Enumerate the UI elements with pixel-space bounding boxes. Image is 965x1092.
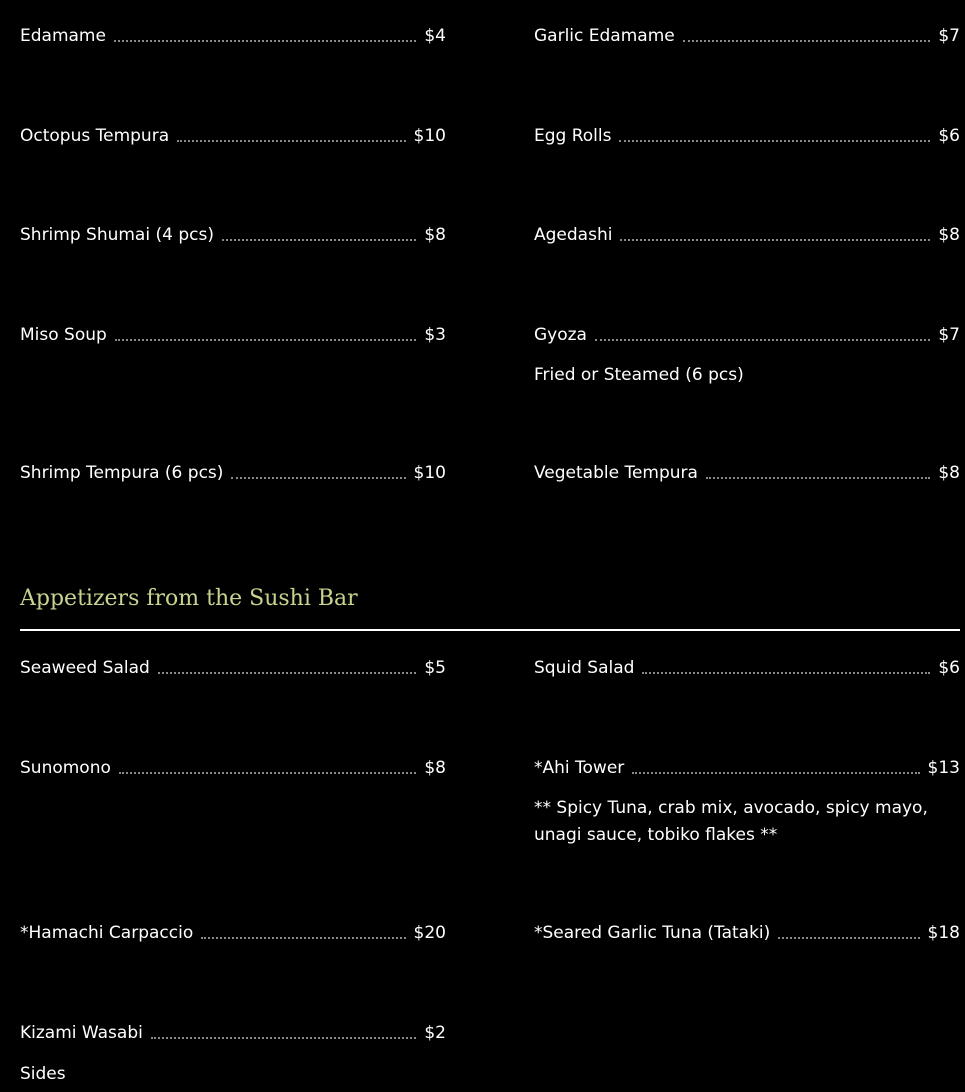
menu-item-name: Gyoza: [534, 325, 587, 345]
menu-item-name: Vegetable Tempura: [534, 463, 698, 483]
menu-item-price: $18: [927, 923, 960, 943]
dot-leader: [222, 239, 416, 241]
menu-item-price: $6: [938, 126, 960, 146]
menu-item-name: Shrimp Shumai (4 pcs): [20, 225, 214, 245]
menu-item-price: $8: [424, 758, 446, 778]
section-divider: [20, 629, 960, 631]
menu-item-name: Egg Rolls: [534, 126, 612, 146]
dot-leader: [632, 772, 919, 774]
menu-item-name: Kizami Wasabi: [20, 1023, 143, 1043]
sides-heading: Sides: [20, 1064, 66, 1084]
menu-item-miso-soup: [20, 324, 446, 346]
menu-item-shrimp-tempura: [20, 462, 446, 484]
menu-item-price: $10: [413, 463, 446, 483]
menu-item-agedashi: [534, 224, 960, 246]
menu-item-name: Seaweed Salad: [20, 658, 150, 678]
dot-leader: [177, 140, 405, 142]
menu-item-name: *Hamachi Carpaccio: [20, 923, 194, 943]
menu-item-price: $13: [927, 758, 960, 778]
menu-item-octopus-tempura: [20, 125, 446, 147]
menu-item-price: $20: [413, 923, 446, 943]
menu-item-price: $5: [424, 658, 446, 678]
menu-item-price: $8: [424, 225, 446, 245]
dot-leader: [706, 477, 930, 479]
menu-item-shrimp-shumai: [20, 224, 446, 246]
menu-item-price: $3: [424, 325, 446, 345]
dot-leader: [778, 937, 919, 939]
dot-leader: [595, 339, 930, 341]
dot-leader: [620, 239, 930, 241]
menu-item-name: *Seared Garlic Tuna (Tataki): [534, 923, 771, 943]
menu-item-name: *Ahi Tower: [534, 758, 625, 778]
menu-item-price: $6: [938, 658, 960, 678]
menu-item-seared-garlic-tuna: [534, 922, 960, 944]
dot-leader: [201, 937, 405, 939]
menu-item-name: Garlic Edamame: [534, 26, 675, 46]
menu-item-price: $8: [938, 225, 960, 245]
dot-leader: [114, 40, 416, 42]
dot-leader: [683, 40, 931, 42]
menu-item-hamachi-carpaccio: [20, 922, 446, 944]
menu-item-price: $10: [413, 126, 446, 146]
menu-item-description: Fried or Steamed (6 pcs): [534, 365, 744, 385]
menu-item-description: ** Spicy Tuna, crab mix, avocado, spicy mayo, unagi sauce, tobiko flakes **: [534, 798, 928, 845]
menu-item-edamame: [20, 25, 446, 47]
menu-item-name: Miso Soup: [20, 325, 107, 345]
menu-item-price: $7: [938, 26, 960, 46]
menu-item-name: Octopus Tempura: [20, 126, 170, 146]
dot-leader: [151, 1037, 417, 1039]
menu-item-kizami-wasabi: [20, 1022, 446, 1044]
menu-item-seaweed-salad: [20, 657, 446, 679]
dot-leader: [231, 477, 405, 479]
menu-item-price: $8: [938, 463, 960, 483]
dot-leader: [158, 672, 417, 674]
menu-item-name: Shrimp Tempura (6 pcs): [20, 463, 224, 483]
menu-item-egg-rolls: [534, 125, 960, 147]
dot-leader: [619, 140, 930, 142]
section-title: Appetizers from the Sushi Bar: [20, 586, 358, 611]
dot-leader: [119, 772, 416, 774]
menu-item-squid-salad: [534, 657, 960, 679]
menu-item-vegetable-tempura: [534, 462, 960, 484]
menu-item-price: $2: [424, 1023, 446, 1043]
menu-item-ahi-tower: [534, 757, 960, 845]
dot-leader: [642, 672, 930, 674]
menu-item-name: Sunomono: [20, 758, 111, 778]
menu-item-price: $4: [424, 26, 446, 46]
dot-leader: [115, 339, 417, 341]
menu-item-name: Squid Salad: [534, 658, 635, 678]
menu-item-price: $7: [938, 325, 960, 345]
menu-item-garlic-edamame: [534, 25, 960, 47]
menu-item-name: Edamame: [20, 26, 106, 46]
menu-item-gyoza: [534, 324, 960, 385]
menu-item-name: Agedashi: [534, 225, 613, 245]
menu-item-sunomono: [20, 757, 446, 779]
